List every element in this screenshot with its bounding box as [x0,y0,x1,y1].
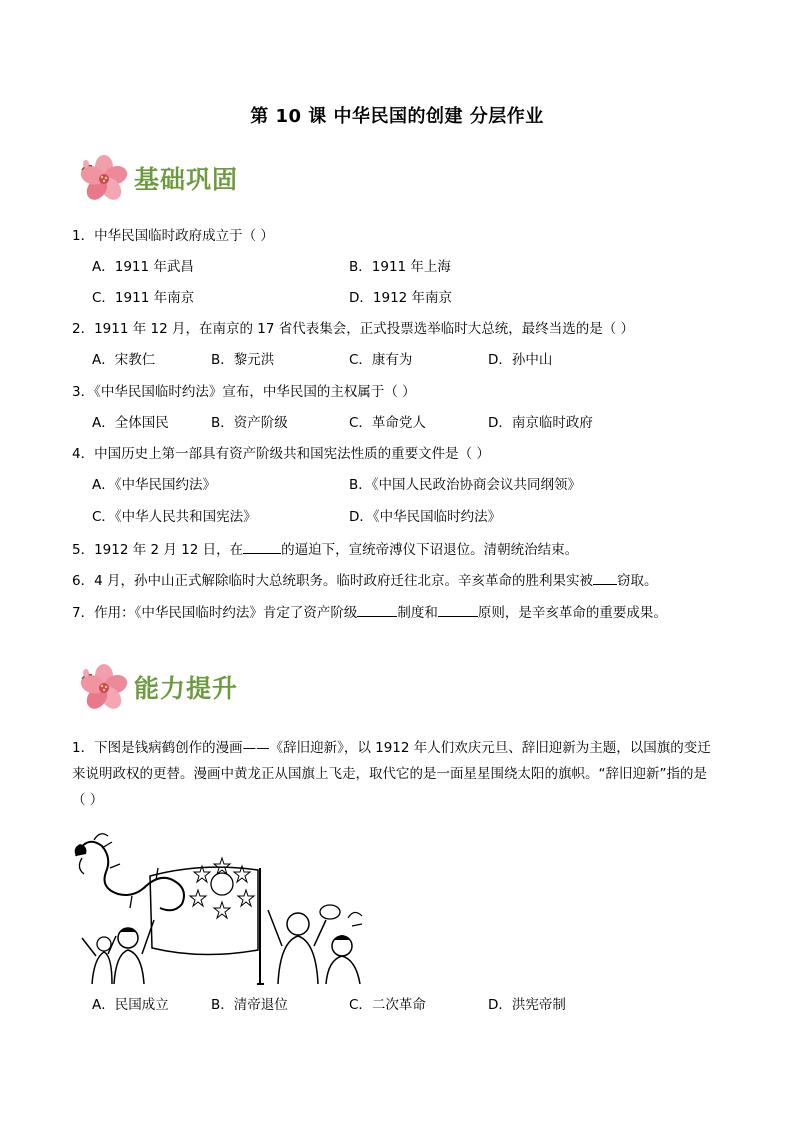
question-1-stem: 1．中华民国临时政府成立于（ ） [72,228,274,244]
question-2-stem: 2．1911 年 12 月，在南京的 17 省代表集会，正式投票选举临时大总统，最终当选的是（ ） [72,321,635,337]
q2-option-d: D．孙中山 [488,352,553,368]
q1-option-b: B．1911 年上海 [349,259,451,275]
flower-icon [76,659,132,715]
adv-q1-option-a: A．民国成立 [92,997,169,1013]
q5-blank [243,539,281,554]
adv-q1-option-b: B．清帝退位 [211,997,288,1013]
q6-blank [593,570,617,585]
question-6 [72,570,657,590]
section-header-advanced [76,659,238,715]
adv-q1-option-d: D．洪宪帝制 [488,997,566,1013]
q5-text-1: 5．1912 年 2 月 12 日，在 [72,542,244,558]
q1-option-d: D．1912 年南京 [349,290,453,306]
q3-option-a: A．全体国民 [92,415,169,431]
q2-option-a: A．宋教仁 [92,352,156,368]
page-title: 第 10 课 中华民国的创建 分层作业 [250,106,544,127]
q1-option-c: C．1911 年南京 [92,290,195,306]
q2-option-b: B．黎元洪 [211,352,275,368]
q3-option-d: D．南京临时政府 [488,415,593,431]
q3-option-c: C．革命党人 [349,415,426,431]
cartoon-illustration [72,828,364,986]
q7-text-1: 7．作用：《中华民国临时约法》肯定了资产阶级 [72,605,358,621]
q6-text-1: 6．4 月，孙中山正式解除临时大总统职务。临时政府迁往北京。辛亥革命的胜利果实被 [72,573,593,589]
section-title-advanced: 能力提升 [134,674,239,703]
q5-text-2: 的逼迫下，宣统帝溥仪下诏退位。清朝统治结束。 [281,542,579,558]
q7-text-2: 制度和 [397,605,438,621]
q4-option-c: C．《中华人民共和国宪法》 [92,509,257,525]
question-5 [72,539,578,559]
advanced-question-1-stem: 1．下图是钱病鹤创作的漫画——《辞旧迎新》，以 1912 年人们欢庆元旦、辞旧迎新为主题，以国旗的变迁来说明政权的更替。漫画中黄龙正从国旗上飞走，取代它的是一面星星围绕太阳的旗帜。“辞旧迎新”指的是（ ） [72,740,711,808]
flower-icon [76,150,132,206]
q4-option-b: B．《中国人民政治协商会议共同纲领》 [349,477,582,493]
q4-option-a: A．《中华民国约法》 [92,477,216,493]
q1-option-a: A．1911 年武昌 [92,259,194,275]
q6-text-2: 窃取。 [616,573,658,589]
section-title-basic: 基础巩固 [134,165,239,194]
question-4-stem: 4．中国历史上第一部具有资产阶级共和国宪法性质的重要文件是（ ） [72,446,490,462]
q3-option-b: B．资产阶级 [211,415,288,431]
section-header-basic [76,150,238,206]
q7-blank-1 [357,602,397,617]
adv-q1-option-c: C．二次革命 [349,997,426,1013]
question-3-stem: 3．《中华民国临时约法》宣布，中华民国的主权属于（ ） [72,384,416,400]
question-7 [72,602,667,622]
q2-option-c: C．康有为 [349,352,413,368]
q7-blank-2 [438,602,478,617]
q4-option-d: D．《中华民国临时约法》 [349,509,502,525]
q7-text-3: 原则，是辛亥革命的重要成果。 [477,605,667,621]
